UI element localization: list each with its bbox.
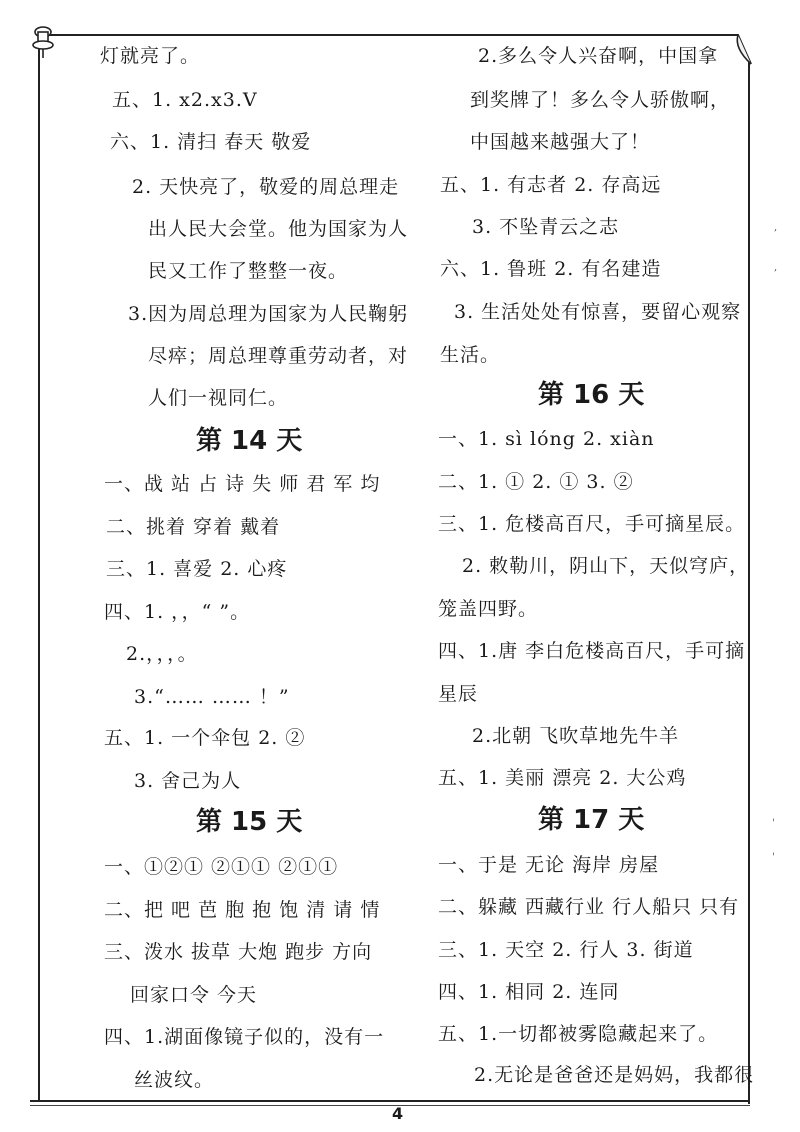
answer-line: 二、1. ① 2. ① 3. ② — [438, 471, 634, 493]
answer-line: 人们一视同仁。 — [148, 387, 289, 409]
answer-line: 五、1. 有志者 2. 存高远 — [440, 174, 662, 196]
answer-line: 一、战 站 占 诗 失 师 君 军 均 — [104, 473, 381, 495]
answer-line: 出人民大会堂。他为国家为人 — [148, 218, 409, 240]
answer-line: 五、1. x2.x3.V — [112, 89, 258, 111]
answer-line: 2.多么令人兴奋啊，中国拿 — [478, 45, 719, 67]
answer-line: 生活。 — [440, 344, 501, 366]
answer-line: 3. 生活处处有惊喜，要留心观察 — [454, 301, 742, 323]
page-border-bottom-inner — [30, 1105, 750, 1106]
page-border-right — [748, 62, 750, 1104]
answer-line: 笼盖四野。 — [438, 598, 539, 620]
answer-line: 六、1. 鲁班 2. 有名建造 — [440, 258, 662, 280]
answer-line: 2.，，，。 — [126, 643, 198, 665]
answer-line: 四、1.唐 李白危楼高百尺，手可摘 — [438, 640, 746, 662]
answer-line: 到奖牌了！多么令人骄傲啊， — [470, 89, 731, 111]
scan-speck: ' — [772, 852, 775, 863]
answer-line: 中国越来越强大了！ — [470, 131, 651, 153]
answer-line: 四、1. 相同 2. 连同 — [438, 981, 620, 1003]
answer-line: 二、把 吧 芭 胞 抱 饱 清 请 情 — [104, 899, 381, 921]
scan-speck: , — [774, 222, 778, 233]
section-heading-day-14: 第 14 天 — [196, 426, 303, 456]
answer-line: 三、1. 天空 2. 行人 3. 街道 — [438, 939, 694, 961]
page-curl-icon — [716, 34, 752, 68]
answer-line: 二、挑着 穿着 戴着 — [106, 516, 281, 538]
scan-speck: ' — [772, 818, 775, 829]
answer-line: 三、1. 喜爱 2. 心疼 — [106, 558, 288, 580]
pushpin-icon — [28, 24, 58, 60]
answer-line: 丝波纹。 — [134, 1069, 215, 1091]
answer-line: 五、1. 美丽 漂亮 2. 大公鸡 — [438, 767, 687, 789]
page-border-left — [38, 34, 40, 1102]
page-number: 4 — [392, 1104, 404, 1123]
answer-line: 3.“…… …… ！” — [134, 686, 290, 708]
answer-line: 2. 天快亮了，敬爱的周总理走 — [132, 176, 400, 198]
answer-line: 尽瘁；周总理尊重劳动者，对 — [148, 345, 409, 367]
answer-line: 五、1.一切都被雾隐藏起来了。 — [438, 1023, 719, 1045]
answer-line: 六、1. 清扫 春天 敬爱 — [110, 131, 312, 153]
answer-line: 一、①②① ②①① ②①① — [104, 856, 339, 878]
answer-line: 四、1.湖面像镜子似的，没有一 — [104, 1026, 385, 1048]
answer-line: 三、1. 危楼高百尺，手可摘星辰。 — [438, 513, 746, 535]
answer-line: 二、躲藏 西藏行业 行人船只 只有 — [438, 896, 740, 918]
answer-line: 一、1. sì lóng 2. xiàn — [438, 428, 655, 450]
answer-line: 2.无论是爸爸还是妈妈，我都很 — [474, 1064, 755, 1086]
answer-line: 3. 舍己为人 — [134, 770, 242, 792]
section-heading-day-17: 第 17 天 — [538, 805, 645, 835]
answer-line: 2. 敕勒川，阴山下，天似穹庐， — [462, 555, 750, 577]
answer-line: 灯就亮了。 — [100, 45, 201, 67]
answer-line: 2.北朝 飞吹草地先牛羊 — [472, 725, 680, 747]
answer-line: 3.因为周总理为国家为人民鞠躬 — [128, 303, 409, 325]
section-heading-day-16: 第 16 天 — [538, 380, 645, 410]
page-border-top — [38, 34, 730, 36]
answer-line: 三、泼水 拔草 大炮 跑步 方向 — [104, 941, 373, 963]
answer-line: 星辰 — [438, 683, 479, 705]
answer-line: 四、1. ，，“ ”。 — [104, 601, 251, 623]
scan-speck: , — [774, 262, 778, 273]
page-border-bottom — [30, 1100, 750, 1102]
answer-line: 一、于是 无论 海岸 房屋 — [438, 854, 660, 876]
answer-line: 五、1. 一个伞包 2. ② — [104, 727, 306, 749]
answer-line: 民又工作了整整一夜。 — [148, 260, 349, 282]
section-heading-day-15: 第 15 天 — [196, 807, 303, 837]
answer-line: 回家口令 今天 — [130, 984, 258, 1006]
answer-line: 3. 不坠青云之志 — [472, 216, 620, 238]
